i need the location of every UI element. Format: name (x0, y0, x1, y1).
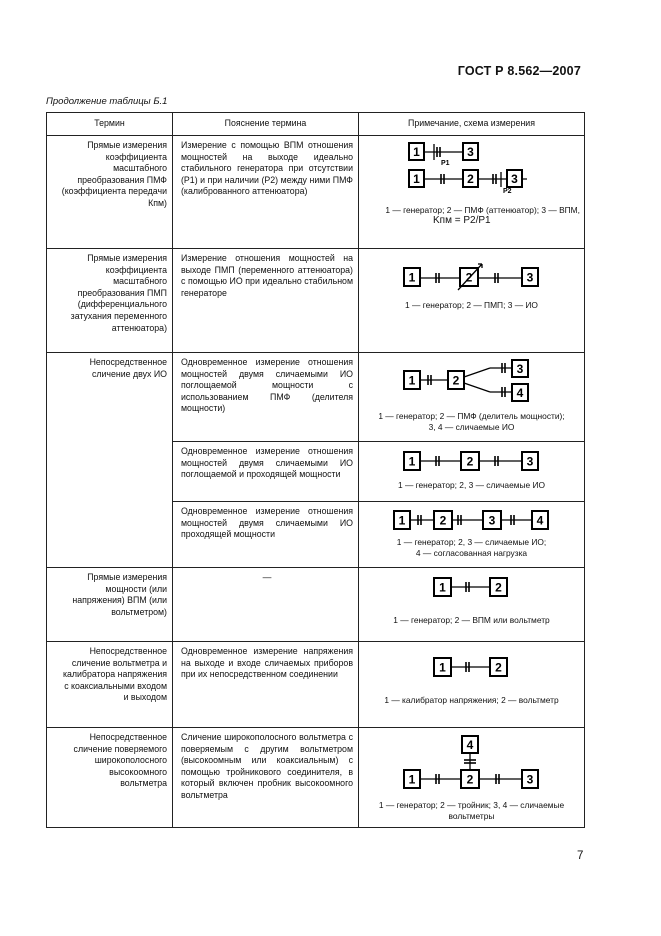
p1-label: P1 (440, 160, 450, 167)
note-cell (359, 502, 585, 568)
explanation-cell: Сличение широкополосного вольтметра с поверяемым с другим вольтметром (высокоомным или коаксиальным) с помощью тройникового соединителя, в который включен пробник высокоомного вольтметра (173, 728, 359, 828)
explanation-cell: Измерение отношения мощностей на выходе ПМП (переменного аттенюатора) с помощью ИО при идеально стабильном генераторе (173, 249, 359, 353)
note-cell (359, 442, 585, 502)
note-cell (359, 249, 585, 353)
measurement-scheme-diagram (392, 509, 552, 531)
table-row (47, 136, 585, 249)
box-label: 1 (408, 270, 415, 285)
box-label: 2 (466, 772, 473, 787)
table-row (47, 728, 585, 828)
box-label: 1 (412, 172, 420, 186)
box-label: 2 (439, 513, 446, 528)
explanation-cell: Одновременное измерение отношения мощностей двумя сличаемыми ИО поглощаемой мощности с использованием ПМФ (делителя мощности) (173, 353, 359, 442)
box-label: 4 (516, 386, 523, 400)
explanation-cell: Одновременное измерение напряжения на выходе и входе сличаемых приборов при их непосредственном соединении (173, 642, 359, 728)
box-label: 1 (408, 373, 415, 388)
box-label: 2 (465, 270, 472, 285)
document-id: ГОСТ Р 8.562—2007 (457, 64, 581, 78)
measurement-scheme-diagram (432, 575, 512, 599)
box-label: 3 (526, 270, 533, 285)
box-label: 3 (510, 172, 518, 186)
column-header-explanation: Пояснение термина (173, 113, 359, 136)
note-cell (359, 642, 585, 728)
note-legend: 1 — генератор; 2 — ВПМ или вольтметр (393, 615, 550, 625)
box-label: 2 (494, 580, 502, 595)
term-cell: Прямые измерения мощности (или напряжения) ВПМ (или вольтметром) (47, 568, 173, 642)
note-cell (359, 136, 585, 249)
box-label: 1 (398, 513, 405, 528)
term-cell: Непосредственное сличение вольтметра и калибратора напряжения с коаксиальными входом и выходом (47, 642, 173, 728)
box-label: 2 (452, 373, 459, 388)
column-header-term: Термин (47, 113, 173, 136)
table-caption: Продолжение таблицы Б.1 (46, 96, 168, 107)
term-cell: Прямые измерения коэффициента масштабного преобразования ПМФ (коэффициента передачи Кпм) (47, 136, 173, 249)
term-cell: Непосредственное сличение поверяемого широкополосного высокоомного вольтметра (47, 728, 173, 828)
column-header-note: Примечание, схема измерения (359, 113, 585, 136)
table-header-row (47, 113, 585, 136)
term-cell: Непосредственное сличение двух ИО (47, 353, 173, 568)
box-label: 3 (526, 454, 533, 469)
measurement-scheme-diagram (432, 655, 512, 679)
note-legend: 1 — генератор; 2 — ПМФ (аттенюатор); 3 — ВПМ, (385, 205, 580, 215)
box-label: 2 (466, 172, 474, 186)
table-row (47, 353, 585, 442)
explanation-cell: — (173, 568, 359, 642)
box-label: 1 (438, 660, 446, 675)
box-label: 4 (536, 513, 543, 528)
box-label: 1 (438, 580, 446, 595)
note-legend: 1 — генератор; 2 — тройник; 3, 4 — сличаемые (378, 800, 565, 810)
box-label: 1 (408, 772, 415, 787)
note-formula: Kпм = P2/P1 (433, 214, 491, 226)
box-label: 3 (488, 513, 495, 528)
note-cell (359, 728, 585, 828)
box-label: 3 (466, 145, 474, 159)
table-row (47, 249, 585, 353)
note-cell (359, 353, 585, 442)
note-legend: 1 — генератор; 2, 3 — сличаемые ИО; (396, 537, 547, 547)
note-legend: 1 — генератор; 2 — ПМП; 3 — ИО (405, 300, 538, 310)
table-row (47, 568, 585, 642)
note-legend: 1 — генератор; 2, 3 — сличаемые ИО (397, 480, 546, 490)
measurement-scheme-diagram (402, 734, 542, 790)
terms-table (46, 112, 585, 828)
note-legend: 4 — согласованная нагрузка (415, 547, 528, 558)
note-legend: вольтметры (448, 810, 495, 821)
box-label: 4 (466, 738, 473, 752)
box-label: 3 (526, 772, 533, 787)
explanation-cell: Одновременное измерение отношения мощностей двумя сличаемыми ИО проходящей мощности (173, 502, 359, 568)
term-cell: Прямые измерения коэффициента масштабного преобразования ПМП (дифференциального затухания переменного аттенюатора) (47, 249, 173, 353)
measurement-scheme-diagram (407, 141, 537, 199)
note-cell (359, 568, 585, 642)
box-label: 1 (412, 145, 420, 159)
explanation-cell: Одновременное измерение отношения мощностей двумя сличаемыми ИО поглощаемой и проходящей мощности (173, 442, 359, 502)
note-legend: 3, 4 — сличаемые ИО (428, 421, 515, 432)
note-legend: 1 — калибратор напряжения; 2 — вольтметр (384, 695, 559, 705)
box-label: 2 (494, 660, 502, 675)
box-label: 1 (408, 454, 415, 469)
measurement-scheme-diagram (402, 262, 542, 292)
measurement-scheme-diagram (402, 450, 542, 472)
table-row (47, 642, 585, 728)
page-number: 7 (577, 850, 584, 862)
note-legend: 1 — генератор; 2 — ПМФ (делитель мощности); (378, 411, 565, 421)
box-label: 3 (516, 362, 523, 376)
box-label: 2 (466, 454, 473, 469)
measurement-scheme-diagram (402, 359, 542, 401)
explanation-cell: Измерение с помощью ВПМ отношения мощностей на выходе идеально стабильного генератора при отсутствии (P1) и при наличии (P2) между ними ПМФ (калиброванного аттенюатора) (173, 136, 359, 249)
p2-label: P2 (502, 188, 512, 195)
